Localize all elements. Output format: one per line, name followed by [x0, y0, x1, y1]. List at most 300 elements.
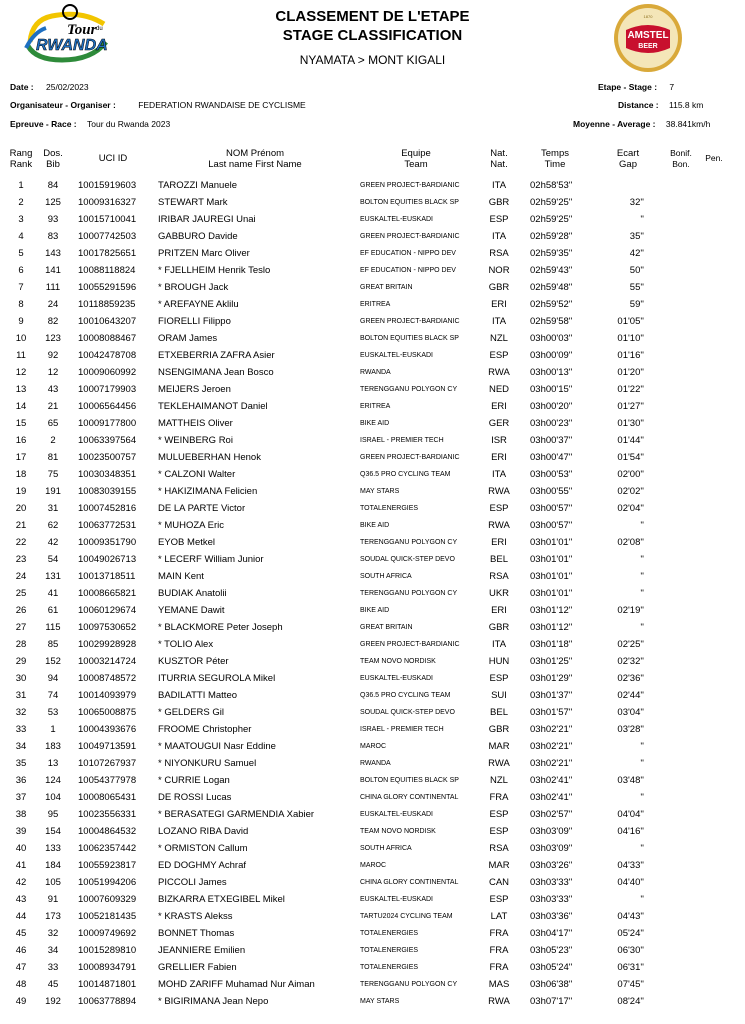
cell-team: CHINA GLORY CONTINENTAL: [360, 879, 459, 886]
cell-name: * HAKIZIMANA Felicien: [158, 486, 258, 497]
cell-name: * BIGIRIMANA Jean Nepo: [158, 996, 269, 1007]
cell-uci: 10088118824: [78, 265, 136, 276]
cell-gap: 07'45'': [617, 979, 644, 990]
cell-gap: 02'04'': [617, 503, 644, 514]
cell-bib: 32: [47, 928, 59, 939]
cell-uci: 10097530652: [78, 622, 137, 633]
cell-team: BIKE AID: [360, 420, 390, 427]
cell-gap: 01'44'': [617, 435, 644, 446]
cell-uci: 10009749692: [78, 928, 137, 939]
cell-nat: GBR: [488, 724, 510, 735]
cell-gap: 04'04'': [617, 809, 644, 820]
cell-nat: ITA: [491, 469, 507, 480]
cell-nat: ITA: [491, 231, 507, 242]
cell-name: DE ROSSI Lucas: [158, 792, 232, 803]
cell-time: 03h03'09'': [530, 843, 573, 854]
cell-bib: 74: [47, 690, 59, 701]
race-value: Tour du Rwanda 2023: [87, 119, 171, 129]
cell-name: * CALZONI Walter: [158, 469, 236, 480]
cell-rank: 29: [15, 656, 27, 667]
cell-uci: 10009060992: [78, 367, 137, 378]
cell-gap: '': [640, 758, 644, 769]
cell-rank: 16: [15, 435, 27, 446]
cell-rank: 48: [15, 979, 27, 990]
cell-time: 02h59'25'': [530, 197, 573, 208]
cell-team: TEAM NOVO NORDISK: [360, 658, 436, 665]
cell-name: MATTHEIS Oliver: [158, 418, 233, 429]
cell-name: * ORMISTON Callum: [158, 843, 248, 854]
cell-uci: 10062357442: [78, 843, 137, 854]
cell-uci: 10009177800: [78, 418, 137, 429]
cell-rank: 37: [15, 792, 27, 803]
cell-nat: BEL: [490, 707, 508, 718]
cell-gap: 01'30'': [617, 418, 644, 429]
cell-uci: 10055923817: [78, 860, 137, 871]
cell-uci: 10049713591: [78, 741, 137, 752]
cell-time: 03h04'17'': [530, 928, 573, 939]
cell-uci: 10017825651: [78, 248, 137, 259]
cell-rank: 13: [15, 384, 27, 395]
cell-nat: FRA: [489, 945, 509, 956]
cell-time: 03h05'23'': [530, 945, 573, 956]
cell-rank: 44: [15, 911, 27, 922]
cell-time: 03h00'47'': [530, 452, 573, 463]
cell-name: TAROZZI Manuele: [158, 180, 238, 191]
table-row: [0, 365, 745, 382]
cell-gap: 04'40'': [617, 877, 644, 888]
cell-bib: 94: [47, 673, 59, 684]
cell-time: 02h59'25'': [530, 214, 573, 225]
table-row: [0, 841, 745, 858]
cell-rank: 41: [15, 860, 27, 871]
cell-team: TERENGGANU POLYGON CY: [360, 590, 458, 597]
cell-name: * BROUGH Jack: [158, 282, 229, 293]
cell-name: * BLACKMORE Peter Joseph: [158, 622, 283, 633]
cell-nat: ESP: [489, 673, 509, 684]
table-row: [0, 416, 745, 433]
cell-uci: 10063778894: [78, 996, 137, 1007]
cell-rank: 1: [18, 180, 24, 191]
cell-gap: 06'30'': [617, 945, 644, 956]
table-row: [0, 212, 745, 229]
cell-rank: 12: [15, 367, 27, 378]
col-gap-fr: Ecart: [616, 148, 640, 159]
cell-rank: 42: [15, 877, 27, 888]
cell-bib: 192: [45, 996, 61, 1007]
cell-nat: ISR: [491, 435, 507, 446]
cell-gap: 01'27'': [617, 401, 644, 412]
title-fr: CLASSEMENT DE L'ETAPE: [275, 8, 470, 25]
cell-uci: 10118859235: [78, 299, 136, 310]
cell-nat: RWA: [488, 367, 510, 378]
stage-value: 7: [669, 82, 675, 92]
cell-uci: 10052181435: [78, 911, 137, 922]
cell-time: 03h00'55'': [530, 486, 573, 497]
cell-gap: '': [640, 571, 644, 582]
cell-nat: RWA: [488, 520, 510, 531]
cell-team: ERITREA: [360, 403, 391, 410]
cell-uci: 10008748572: [78, 673, 137, 684]
cell-uci: 10023500757: [78, 452, 137, 463]
cell-time: 03h01'29'': [530, 673, 573, 684]
cell-name: * TOLIO Alex: [158, 639, 214, 650]
cell-gap: 02'25'': [617, 639, 644, 650]
cell-gap: 02'44'': [617, 690, 644, 701]
cell-nat: MAS: [488, 979, 510, 990]
cell-gap: 03'48'': [617, 775, 644, 786]
svg-text:du: du: [96, 26, 103, 32]
table-row: [0, 654, 745, 671]
cell-nat: RWA: [488, 758, 510, 769]
table-row: [0, 280, 745, 297]
cell-uci: 10107267937: [78, 758, 137, 769]
cell-name: KUSZTOR Péter: [158, 656, 229, 667]
col-time-fr: Temps: [541, 148, 569, 159]
table-row: [0, 960, 745, 977]
cell-time: 03h03'33'': [530, 894, 573, 905]
table-row: [0, 892, 745, 909]
cell-uci: 10051994206: [78, 877, 137, 888]
cell-time: 02h59'58'': [530, 316, 573, 327]
cell-time: 03h00'15'': [530, 384, 573, 395]
cell-nat: FRA: [489, 962, 509, 973]
cell-bib: 21: [47, 401, 59, 412]
cell-name: MAIN Kent: [158, 571, 204, 582]
table-row: [0, 314, 745, 331]
cell-name: * NIYONKURU Samuel: [158, 758, 257, 769]
cell-bib: 95: [47, 809, 59, 820]
cell-gap: '': [640, 894, 644, 905]
col-bonus-fr: Bonif.: [670, 148, 692, 158]
svg-text:1870: 1870: [643, 14, 653, 19]
cell-uci: 10007609329: [78, 894, 137, 905]
cell-gap: 08'24'': [617, 996, 644, 1007]
col-nat-header: [484, 148, 514, 170]
distance-label: Distance :: [618, 100, 659, 110]
col-name-header: [180, 148, 330, 170]
cell-time: 03h01'12'': [530, 622, 573, 633]
cell-bib: 54: [47, 554, 59, 565]
average-label: Moyenne - Average :: [573, 119, 656, 129]
cell-bib: 13: [47, 758, 59, 769]
race-row: [10, 119, 170, 129]
cell-gap: 01'16'': [617, 350, 644, 361]
cell-name: NSENGIMANA Jean Bosco: [158, 367, 274, 378]
cell-rank: 11: [16, 350, 26, 361]
table-row: [0, 756, 745, 773]
cell-gap: '': [640, 622, 644, 633]
cell-bib: 83: [47, 231, 59, 242]
cell-name: GRELLIER Fabien: [158, 962, 237, 973]
col-team-fr: Equipe: [401, 148, 431, 159]
cell-rank: 47: [15, 962, 27, 973]
cell-team: BOLTON EQUITIES BLACK SP: [360, 199, 459, 206]
cell-team: TOTALENERGIES: [360, 947, 419, 954]
table-row: [0, 603, 745, 620]
cell-nat: MAR: [488, 741, 510, 752]
cell-rank: 30: [15, 673, 27, 684]
cell-uci: 10014093979: [78, 690, 137, 701]
cell-name: * FJELLHEIM Henrik Teslo: [158, 265, 271, 276]
cell-uci: 10007742503: [78, 231, 137, 242]
cell-nat: NZL: [490, 775, 508, 786]
cell-rank: 46: [15, 945, 27, 956]
cell-rank: 24: [15, 571, 27, 582]
cell-nat: SUI: [491, 690, 507, 701]
cell-time: 03h01'01'': [530, 537, 573, 548]
cell-team: ISRAEL - PREMIER TECH: [360, 437, 444, 444]
cell-team: GREEN PROJECT-BARDIANIC: [360, 233, 460, 240]
cell-nat: FRA: [489, 928, 509, 939]
cell-bib: 82: [47, 316, 59, 327]
cell-rank: 34: [15, 741, 27, 752]
col-pen: Pen.: [705, 153, 723, 163]
cell-bib: 81: [47, 452, 59, 463]
distance-row: [618, 100, 703, 110]
cell-uci: 10004393676: [78, 724, 137, 735]
cell-bib: 31: [47, 503, 59, 514]
cell-rank: 22: [15, 537, 27, 548]
cell-uci: 10029928928: [78, 639, 137, 650]
cell-team: EUSKALTEL-EUSKADI: [360, 352, 434, 359]
table-row: [0, 875, 745, 892]
col-rank-en: Rank: [9, 159, 33, 170]
table-row: [0, 790, 745, 807]
cell-team: Q36.5 PRO CYCLING TEAM: [360, 471, 451, 478]
cell-time: 03h02'21'': [530, 724, 573, 735]
results-table: [0, 178, 745, 1011]
cell-team: BOLTON EQUITIES BLACK SP: [360, 335, 459, 342]
cell-gap: 02'19'': [617, 605, 644, 616]
cell-time: 03h01'01'': [530, 588, 573, 599]
cell-rank: 3: [18, 214, 24, 225]
cell-name: FROOME Christopher: [158, 724, 252, 735]
cell-gap: 04'16'': [617, 826, 644, 837]
cell-time: 03h00'53'': [530, 469, 573, 480]
cell-team: BOLTON EQUITIES BLACK SP: [360, 777, 459, 784]
table-row: [0, 195, 745, 212]
table-row: [0, 569, 745, 586]
cell-name: JEANNIERE Emilien: [158, 945, 246, 956]
cell-nat: ESP: [489, 894, 509, 905]
cell-team: GREAT BRITAIN: [360, 284, 413, 291]
col-name-fr: NOM Prénom: [225, 148, 285, 159]
cell-time: 03h00'13'': [530, 367, 573, 378]
cell-bib: 154: [45, 826, 61, 837]
table-row: [0, 399, 745, 416]
cell-time: 03h02'41'': [530, 775, 573, 786]
cell-team: MAROC: [360, 862, 387, 869]
cell-name: YEMANE Dawit: [158, 605, 225, 616]
cell-name: BADILATTI Matteo: [158, 690, 238, 701]
cell-time: 03h02'57'': [530, 809, 573, 820]
cell-uci: 10015710041: [78, 214, 137, 225]
table-row: [0, 229, 745, 246]
cell-time: 03h01'25'': [530, 656, 573, 667]
cell-gap: 32'': [629, 197, 644, 208]
cell-nat: RSA: [489, 571, 509, 582]
cell-uci: 10013718511: [78, 571, 136, 582]
cell-time: 03h00'23'': [530, 418, 573, 429]
table-row: [0, 637, 745, 654]
cell-gap: '': [640, 843, 644, 854]
table-row: [0, 671, 745, 688]
cell-name: BIZKARRA ETXEGIBEL Mikel: [158, 894, 285, 905]
cell-time: 03h05'24'': [530, 962, 573, 973]
cell-name: DE LA PARTE Victor: [158, 503, 246, 514]
cell-uci: 10060129674: [78, 605, 137, 616]
cell-name: ETXEBERRIA ZAFRA Asier: [158, 350, 275, 361]
cell-bib: 123: [45, 333, 61, 344]
cell-nat: ERI: [491, 299, 507, 310]
cell-rank: 20: [15, 503, 27, 514]
cell-team: SOUTH AFRICA: [360, 573, 412, 580]
distance-value: 115.8 km: [669, 100, 704, 110]
cell-bib: 92: [47, 350, 59, 361]
cell-nat: RWA: [488, 486, 510, 497]
cell-uci: 10010643207: [78, 316, 137, 327]
cell-uci: 10054377978: [78, 775, 137, 786]
cell-rank: 23: [15, 554, 27, 565]
svg-text:BEER: BEER: [638, 43, 658, 50]
cell-name: * GELDERS Gil: [158, 707, 224, 718]
cell-name: * AREFAYNE Aklilu: [158, 299, 239, 310]
table-row: [0, 824, 745, 841]
cell-name: * MUHOZA Eric: [158, 520, 224, 531]
cell-uci: 10003214724: [78, 656, 137, 667]
cell-bib: 105: [45, 877, 61, 888]
cell-name: LOZANO RIBA David: [158, 826, 249, 837]
cell-rank: 27: [15, 622, 27, 633]
cell-rank: 21: [15, 520, 27, 531]
cell-bib: 45: [47, 979, 59, 990]
cell-uci: 10030348351: [78, 469, 137, 480]
cell-gap: 02'36'': [617, 673, 644, 684]
cell-time: 03h06'38'': [530, 979, 573, 990]
cell-rank: 10: [15, 333, 27, 344]
cell-gap: 50'': [629, 265, 644, 276]
cell-name: * CURRIE Logan: [158, 775, 230, 786]
cell-team: SOUDAL QUICK-STEP DEVO: [360, 709, 455, 716]
cell-uci: 10042478708: [78, 350, 137, 361]
cell-name: * WEINBERG Roi: [158, 435, 233, 446]
cell-bib: 1: [50, 724, 56, 735]
cell-name: GABBURO Davide: [158, 231, 238, 242]
cell-bib: 84: [47, 180, 59, 191]
cell-gap: 05'24'': [617, 928, 644, 939]
organizer-row: [10, 100, 306, 110]
cell-team: ERITREA: [360, 301, 391, 308]
cell-time: 03h00'20'': [530, 401, 573, 412]
col-bonus-en: Bon.: [672, 159, 690, 169]
cell-gap: 01'20'': [617, 367, 644, 378]
cell-uci: 10009351790: [78, 537, 137, 548]
cell-gap: 04'33'': [617, 860, 644, 871]
cell-gap: 01'10'': [617, 333, 644, 344]
cell-nat: GBR: [488, 622, 510, 633]
cell-uci: 10063772531: [78, 520, 137, 531]
cell-nat: NOR: [488, 265, 510, 276]
cell-time: 03h01'57'': [530, 707, 573, 718]
cell-uci: 10009316327: [78, 197, 137, 208]
cell-bib: 75: [47, 469, 59, 480]
cell-time: 02h58'53'': [530, 180, 573, 191]
col-uci-header: [88, 153, 138, 164]
cell-name: PICCOLI James: [158, 877, 227, 888]
cell-bib: 111: [45, 282, 61, 293]
cell-rank: 5: [18, 248, 24, 259]
table-row: [0, 552, 745, 569]
cell-uci: 10008934791: [78, 962, 137, 973]
table-row: [0, 535, 745, 552]
cell-nat: FRA: [489, 792, 509, 803]
cell-name: BUDIAK Anatolii: [158, 588, 227, 599]
cell-gap: 59'': [629, 299, 644, 310]
table-row: [0, 620, 745, 637]
cell-bib: 62: [47, 520, 59, 531]
cell-nat: UKR: [488, 588, 510, 599]
cell-team: SOUTH AFRICA: [360, 845, 412, 852]
cell-name: TEKLEHAIMANOT Daniel: [158, 401, 268, 412]
table-row: [0, 178, 745, 195]
cell-name: * LECERF William Junior: [158, 554, 264, 565]
cell-name: MOHD ZARIFF Muhamad Nur Aiman: [158, 979, 315, 990]
cell-rank: 26: [15, 605, 27, 616]
cell-nat: ERI: [491, 537, 507, 548]
cell-team: ISRAEL - PREMIER TECH: [360, 726, 444, 733]
cell-bib: 183: [45, 741, 61, 752]
cell-time: 03h01'01'': [530, 571, 573, 582]
cell-rank: 38: [15, 809, 27, 820]
cell-nat: NZL: [490, 333, 508, 344]
cell-uci: 10006564456: [78, 401, 137, 412]
table-row: [0, 722, 745, 739]
cell-rank: 4: [18, 231, 24, 242]
cell-uci: 10014871801: [78, 979, 137, 990]
average-row: [573, 119, 710, 129]
cell-rank: 2: [18, 197, 24, 208]
cell-gap: 35'': [629, 231, 644, 242]
cell-gap: 02'02'': [617, 486, 644, 497]
cell-time: 03h01'37'': [530, 690, 573, 701]
cell-team: EF EDUCATION - NIPPO DEV: [360, 250, 456, 257]
cell-nat: ESP: [489, 214, 509, 225]
cell-time: 03h01'12'': [530, 605, 573, 616]
col-gap-header: [606, 148, 650, 170]
cell-rank: 43: [15, 894, 27, 905]
table-row: [0, 926, 745, 943]
cell-nat: GER: [488, 418, 510, 429]
cell-rank: 36: [15, 775, 27, 786]
date-row: [10, 82, 89, 92]
table-row: [0, 586, 745, 603]
cell-nat: ITA: [491, 180, 507, 191]
col-nat-fr: Nat.: [490, 148, 508, 159]
table-row: [0, 773, 745, 790]
cell-uci: 10055291596: [78, 282, 137, 293]
cell-team: GREEN PROJECT-BARDIANIC: [360, 318, 460, 325]
cell-nat: CAN: [488, 877, 510, 888]
cell-team: GREEN PROJECT-BARDIANIC: [360, 182, 460, 189]
col-uci: UCI ID: [98, 153, 128, 164]
cell-nat: ERI: [491, 452, 507, 463]
cell-team: TOTALENERGIES: [360, 964, 419, 971]
table-row: [0, 518, 745, 535]
table-row: [0, 909, 745, 926]
cell-nat: RWA: [488, 996, 510, 1007]
cell-team: GREAT BRITAIN: [360, 624, 413, 631]
cell-team: EUSKALTEL-EUSKADI: [360, 675, 434, 682]
